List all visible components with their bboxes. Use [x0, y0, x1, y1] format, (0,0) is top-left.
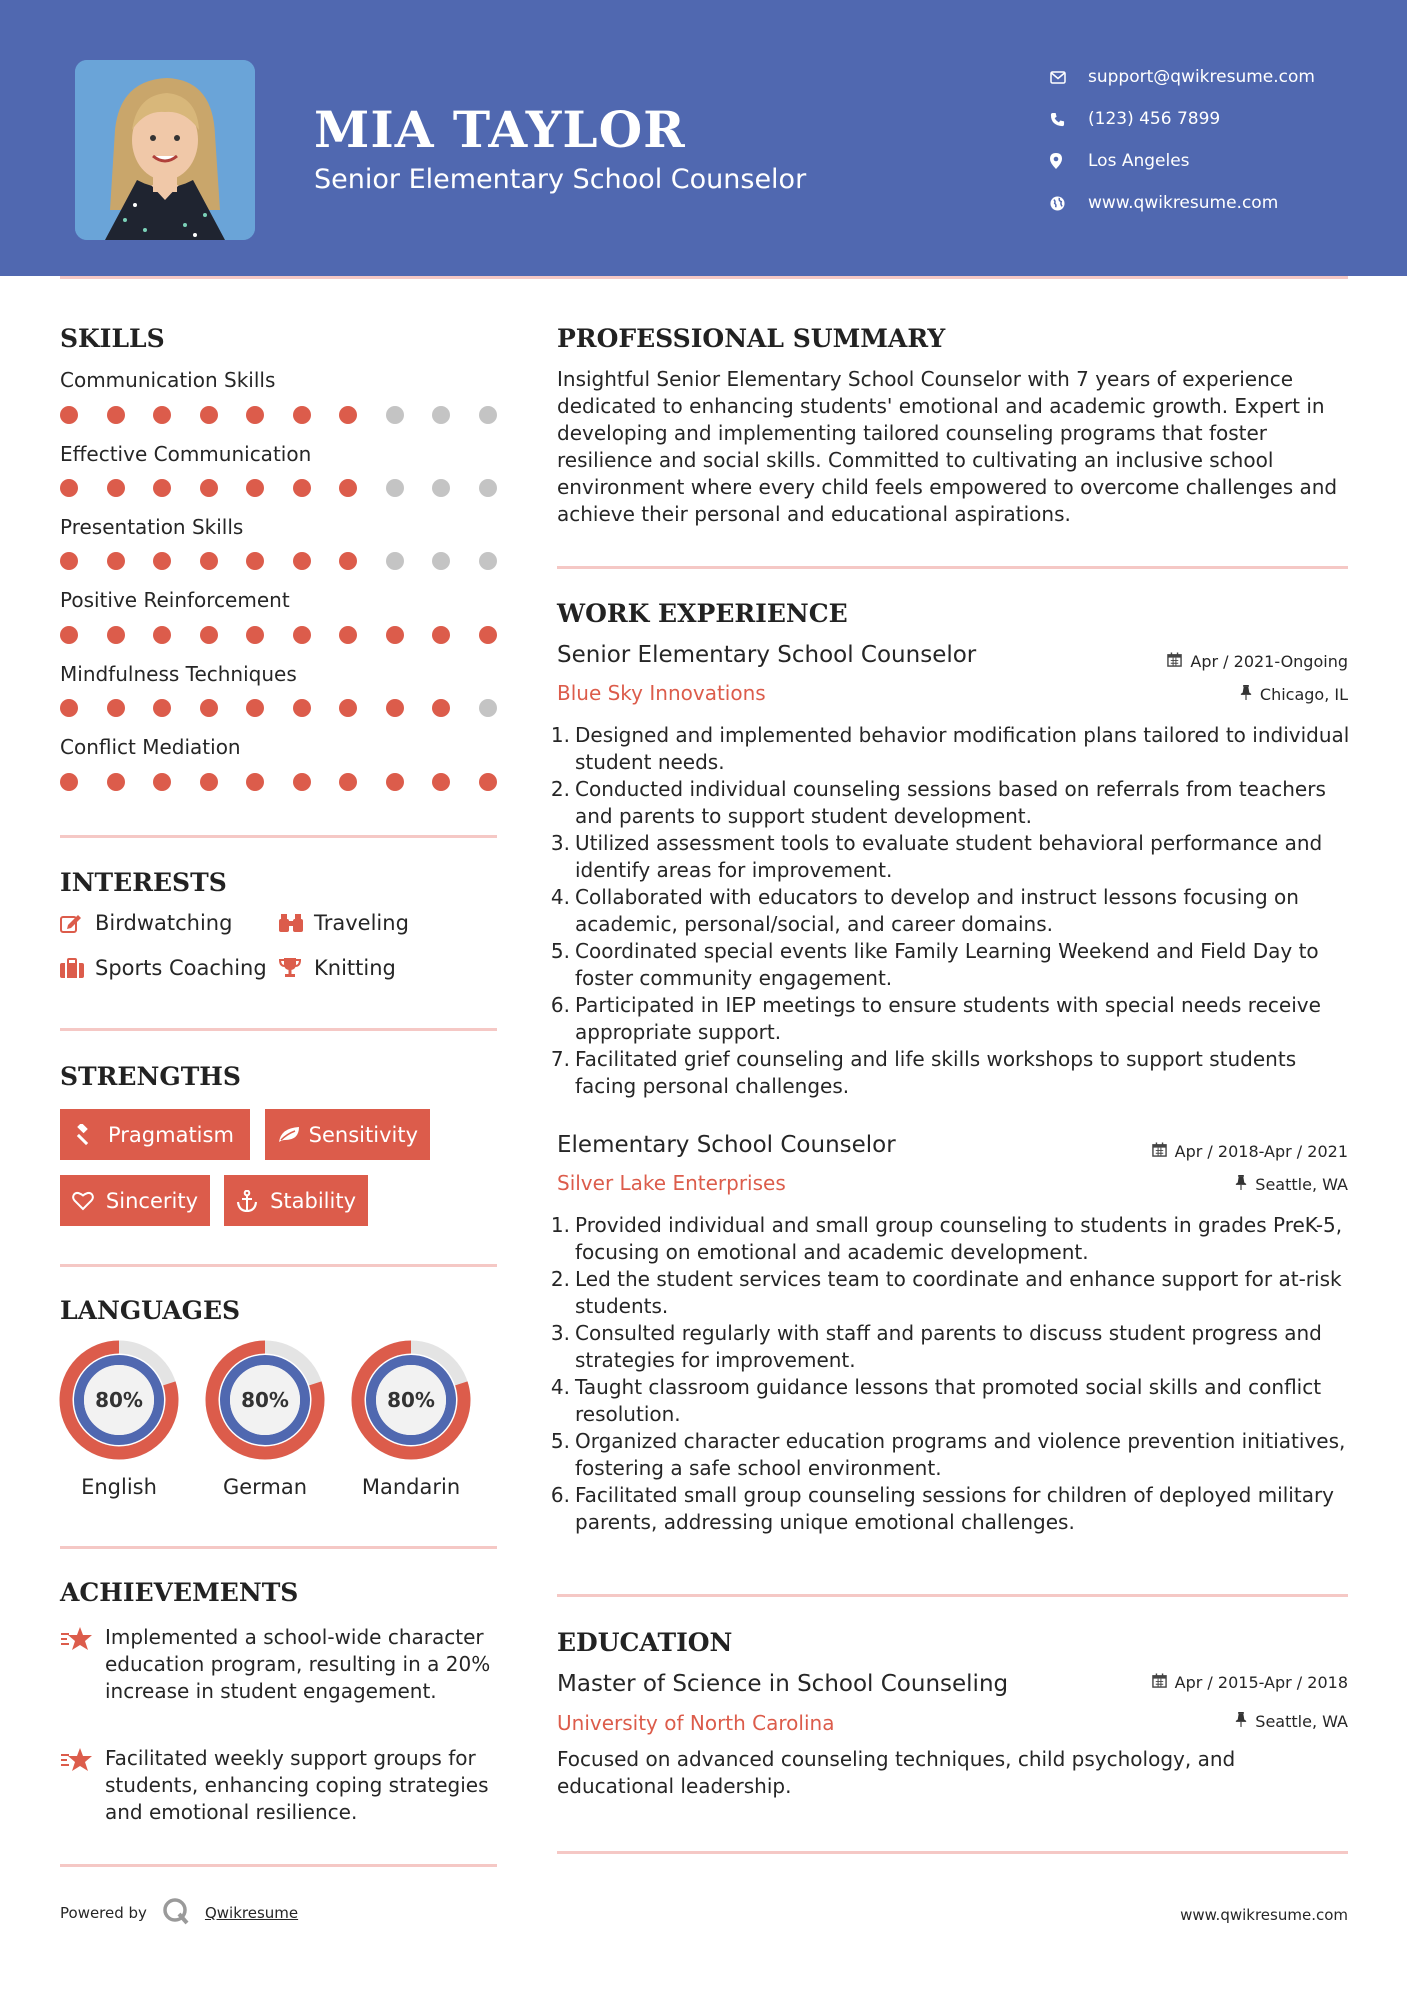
list-text: Led the student services team to coordinate and enhance support for at-risk students.	[575, 1267, 1342, 1318]
list-text: Facilitated grief counseling and life skills workshops to support students facing personal challenges.	[575, 1047, 1297, 1098]
interest-item	[279, 911, 409, 935]
rating-dot-filled	[293, 479, 311, 497]
rating-dot-filled	[479, 773, 497, 791]
list-item	[550, 1428, 1350, 1482]
rating-dot-filled	[107, 552, 125, 570]
skill-rating	[60, 625, 500, 645]
rating-dot-filled	[200, 479, 218, 497]
education-heading: EDUCATION	[557, 1628, 733, 1657]
rating-dot-empty	[386, 552, 404, 570]
list-number: 7.	[550, 1047, 570, 1071]
rating-dot-filled	[107, 699, 125, 717]
list-text: Facilitated small group counseling sessions for children of deployed military parents, addressing unique emotional challenges.	[575, 1483, 1335, 1534]
rating-dot-empty	[479, 406, 497, 424]
phone-icon	[1050, 112, 1088, 127]
job-location	[1235, 1175, 1348, 1194]
list-number: 1.	[550, 723, 570, 747]
contact-website[interactable]	[1050, 182, 1315, 224]
contact-email[interactable]	[1050, 56, 1315, 98]
job-title: Elementary School Counselor	[557, 1132, 896, 1158]
qwikresume-link[interactable]: Qwikresume	[204, 1904, 299, 1922]
rating-dot-filled	[60, 406, 78, 424]
rating-dot-filled	[432, 699, 450, 717]
strength-label: Stability	[270, 1188, 356, 1213]
skill-label: Presentation Skills	[60, 515, 244, 539]
rating-dot-empty	[479, 699, 497, 717]
language-donut	[351, 1340, 471, 1460]
skill-rating	[60, 772, 500, 792]
section-divider	[60, 1028, 497, 1031]
rating-dot-filled	[60, 773, 78, 791]
rating-dot-filled	[153, 773, 171, 791]
rating-dot-filled	[153, 552, 171, 570]
rating-dot-filled	[246, 479, 264, 497]
star-badge-icon	[60, 1624, 105, 1705]
job-location	[1240, 685, 1348, 704]
skill-label: Mindfulness Techniques	[60, 662, 297, 686]
rating-dot-empty	[432, 406, 450, 424]
list-number: 6.	[550, 1483, 570, 1507]
experience-heading: WORK EXPERIENCE	[557, 599, 848, 628]
list-text: Designed and implemented behavior modification plans tailored to individual student needs.	[575, 723, 1350, 774]
education-date-text: Apr / 2015-Apr / 2018	[1174, 1673, 1348, 1692]
rating-dot-filled	[153, 699, 171, 717]
strength-badge	[265, 1109, 430, 1160]
list-item	[550, 1482, 1350, 1536]
job-responsibilities	[550, 1212, 1350, 1536]
rating-dot-filled	[60, 699, 78, 717]
anchor-icon	[236, 1190, 270, 1212]
strength-label: Sincerity	[105, 1188, 198, 1213]
achievement-item	[60, 1745, 510, 1826]
interest-label: Traveling	[314, 911, 409, 935]
footer-website[interactable]: www.qwikresume.com	[1180, 1906, 1348, 1924]
list-number: 4.	[550, 885, 570, 909]
strength-badge	[60, 1175, 210, 1226]
contact-location-text: Los Angeles	[1088, 151, 1190, 171]
map-pin-icon	[1050, 153, 1088, 169]
calendar-icon	[1152, 1142, 1167, 1161]
list-text: Organized character education programs and violence prevention initiatives, fostering a safe school environment.	[575, 1429, 1346, 1480]
summary-heading: PROFESSIONAL SUMMARY	[557, 324, 946, 353]
rating-dot-filled	[386, 626, 404, 644]
interest-item	[279, 956, 396, 980]
footer-powered-by	[60, 1896, 298, 1930]
rating-dot-empty	[432, 479, 450, 497]
skill-rating	[60, 478, 500, 498]
strength-label: Pragmatism	[108, 1122, 234, 1147]
strength-badge	[60, 1109, 250, 1160]
rating-dot-filled	[200, 699, 218, 717]
rating-dot-filled	[293, 626, 311, 644]
job-date-text: Apr / 2018-Apr / 2021	[1174, 1142, 1348, 1161]
rating-dot-filled	[246, 626, 264, 644]
candidate-title: Senior Elementary School Counselor	[314, 164, 807, 195]
rating-dot-filled	[246, 406, 264, 424]
strengths-heading: STRENGTHS	[60, 1062, 241, 1091]
rating-dot-filled	[386, 773, 404, 791]
contact-phone[interactable]	[1050, 98, 1315, 140]
school-name: University of North Carolina	[557, 1711, 835, 1735]
rating-dot-filled	[432, 773, 450, 791]
rating-dot-filled	[60, 479, 78, 497]
rating-dot-filled	[200, 626, 218, 644]
rating-dot-filled	[293, 406, 311, 424]
list-text: Taught classroom guidance lessons that promoted social skills and conflict resolution.	[575, 1375, 1322, 1426]
header-divider	[60, 276, 1348, 279]
profile-photo	[75, 60, 255, 240]
list-number: 3.	[550, 831, 570, 855]
company-name: Blue Sky Innovations	[557, 681, 766, 705]
education-description: Focused on advanced counseling techniques, child psychology, and educational leadership.	[557, 1747, 1236, 1798]
section-divider	[557, 566, 1348, 569]
rating-dot-filled	[107, 626, 125, 644]
section-divider	[60, 1264, 497, 1267]
list-item	[550, 1212, 1350, 1266]
list-text: Consulted regularly with staff and parents to discuss student progress and strategies for improvement.	[575, 1321, 1322, 1372]
list-text: Participated in IEP meetings to ensure students with special needs receive appropriate support.	[575, 993, 1321, 1044]
job-date-text: Apr / 2021-Ongoing	[1190, 652, 1348, 671]
rating-dot-filled	[339, 552, 357, 570]
leaf-icon	[277, 1126, 309, 1144]
contact-list	[1050, 56, 1315, 224]
interest-label: Knitting	[314, 956, 396, 980]
skill-rating	[60, 551, 500, 571]
rating-dot-empty	[386, 406, 404, 424]
job-location-text: Chicago, IL	[1259, 685, 1348, 704]
achievement-text: Facilitated weekly support groups for students, enhancing coping strategies and emotional resilience.	[105, 1746, 489, 1824]
education-date	[1152, 1673, 1348, 1692]
rating-dot-filled	[107, 773, 125, 791]
job-title: Senior Elementary School Counselor	[557, 642, 977, 668]
skill-label: Effective Communication	[60, 442, 312, 466]
skill-rating	[60, 698, 500, 718]
language-name: English	[81, 1475, 157, 1499]
list-item	[550, 992, 1350, 1046]
list-text: Coordinated special events like Family Learning Weekend and Field Day to foster community engagement.	[575, 939, 1319, 990]
education-location-text: Seattle, WA	[1255, 1712, 1348, 1731]
rating-dot-filled	[293, 773, 311, 791]
list-text: Conducted individual counseling sessions based on referrals from teachers and parents to support student development.	[575, 777, 1326, 828]
rating-dot-filled	[246, 699, 264, 717]
rating-dot-empty	[432, 552, 450, 570]
contact-email-text: support@qwikresume.com	[1088, 67, 1315, 87]
contact-website-text: www.qwikresume.com	[1088, 193, 1279, 213]
rating-dot-filled	[107, 406, 125, 424]
list-number: 5.	[550, 1429, 570, 1453]
rating-dot-filled	[293, 699, 311, 717]
qwikresume-logo-icon	[161, 1896, 191, 1930]
rating-dot-filled	[153, 406, 171, 424]
calendar-icon	[1152, 1673, 1167, 1692]
language-percent: 80%	[241, 1388, 289, 1412]
rating-dot-filled	[200, 552, 218, 570]
list-item	[550, 776, 1350, 830]
rating-dot-filled	[432, 626, 450, 644]
envelope-icon	[1050, 71, 1088, 84]
job-responsibilities	[550, 722, 1350, 1100]
company-name: Silver Lake Enterprises	[557, 1171, 786, 1195]
achievement-text: Implemented a school-wide character education program, resulting in a 20% increase in student engagement.	[105, 1625, 491, 1703]
list-item	[550, 830, 1350, 884]
summary-text: Insightful Senior Elementary School Counselor with 7 years of experience dedicated to enhancing students' emotional and academic growth. Expert in developing and implementing tailored counseling programs that foster resilience and social skills. Committed to cultivating an inclusive school environment where every child feels empowered to overcome challenges and achieve their personal and educational aspirations.	[557, 367, 1338, 526]
rating-dot-filled	[153, 626, 171, 644]
degree-title: Master of Science in School Counseling	[557, 1671, 1009, 1697]
skill-label: Conflict Mediation	[60, 735, 241, 759]
strength-label: Sensitivity	[308, 1122, 418, 1147]
resume-header	[0, 0, 1407, 276]
binoculars-icon	[279, 913, 314, 933]
rating-dot-filled	[246, 552, 264, 570]
list-number: 6.	[550, 993, 570, 1017]
rating-dot-empty	[386, 479, 404, 497]
rating-dot-filled	[153, 479, 171, 497]
job-date	[1167, 652, 1348, 671]
strength-badge	[224, 1175, 368, 1226]
rating-dot-filled	[386, 699, 404, 717]
interest-label: Birdwatching	[95, 911, 233, 935]
rating-dot-filled	[339, 626, 357, 644]
list-text: Utilized assessment tools to evaluate student behavioral performance and identify areas for improvement.	[575, 831, 1323, 882]
list-number: 1.	[550, 1213, 570, 1237]
powered-by-text: Powered by	[60, 1904, 147, 1922]
job-date	[1152, 1142, 1348, 1161]
list-number: 5.	[550, 939, 570, 963]
list-number: 2.	[550, 777, 570, 801]
list-item	[550, 1374, 1350, 1428]
gavel-icon	[72, 1124, 108, 1146]
candidate-name: MIA TAYLOR	[314, 100, 686, 159]
rating-dot-filled	[339, 699, 357, 717]
achievements-heading: ACHIEVEMENTS	[60, 1578, 299, 1607]
language-donut	[59, 1340, 179, 1460]
pushpin-icon	[1240, 685, 1252, 704]
rating-dot-filled	[293, 552, 311, 570]
interest-label: Sports Coaching	[95, 956, 267, 980]
rating-dot-filled	[479, 626, 497, 644]
skill-label: Communication Skills	[60, 368, 276, 392]
language-name: German	[222, 1475, 308, 1499]
section-divider	[60, 1546, 497, 1549]
rating-dot-empty	[479, 552, 497, 570]
star-badge-icon	[60, 1745, 105, 1826]
pushpin-icon	[1235, 1175, 1247, 1194]
language-name: Mandarin	[361, 1475, 461, 1499]
skill-label: Positive Reinforcement	[60, 588, 290, 612]
rating-dot-filled	[200, 773, 218, 791]
skills-heading: SKILLS	[60, 324, 165, 353]
rating-dot-filled	[60, 552, 78, 570]
skill-rating	[60, 405, 500, 425]
interests-heading: INTERESTS	[60, 868, 227, 897]
contact-location	[1050, 140, 1315, 182]
language-percent: 80%	[95, 1388, 143, 1412]
rating-dot-filled	[60, 626, 78, 644]
list-item	[550, 1320, 1350, 1374]
interest-item	[60, 911, 232, 935]
list-number: 3.	[550, 1321, 570, 1345]
languages-heading: LANGUAGES	[60, 1296, 241, 1325]
rating-dot-filled	[339, 406, 357, 424]
section-divider	[557, 1851, 1348, 1854]
rating-dot-filled	[246, 773, 264, 791]
briefcase-icon	[60, 958, 95, 978]
section-divider	[60, 1864, 497, 1867]
list-item	[550, 722, 1350, 776]
rating-dot-filled	[339, 479, 357, 497]
section-divider	[60, 835, 497, 838]
list-text: Provided individual and small group counseling to students in grades PreK-5, focusing on emotional and academic development.	[575, 1213, 1343, 1264]
achievement-item	[60, 1624, 510, 1705]
list-item	[550, 1266, 1350, 1320]
interest-item	[60, 956, 267, 980]
trophy-icon	[279, 958, 314, 978]
list-item	[550, 884, 1350, 938]
rating-dot-filled	[107, 479, 125, 497]
pencil-square-icon	[60, 913, 95, 933]
education-location	[1235, 1712, 1348, 1731]
globe-icon	[1050, 196, 1088, 211]
list-item	[550, 938, 1350, 992]
rating-dot-filled	[200, 406, 218, 424]
job-location-text: Seattle, WA	[1255, 1175, 1348, 1194]
heart-icon	[72, 1191, 106, 1211]
language-percent: 80%	[387, 1388, 435, 1412]
section-divider	[557, 1594, 1348, 1597]
list-number: 4.	[550, 1375, 570, 1399]
list-item	[550, 1046, 1350, 1100]
language-donut	[205, 1340, 325, 1460]
rating-dot-empty	[479, 479, 497, 497]
rating-dot-filled	[339, 773, 357, 791]
pushpin-icon	[1235, 1712, 1247, 1731]
calendar-icon	[1167, 652, 1182, 671]
list-number: 2.	[550, 1267, 570, 1291]
contact-phone-text: (123) 456 7899	[1088, 109, 1221, 129]
list-text: Collaborated with educators to develop and instruct lessons focusing on academic, personal/social, and career domains.	[575, 885, 1299, 936]
